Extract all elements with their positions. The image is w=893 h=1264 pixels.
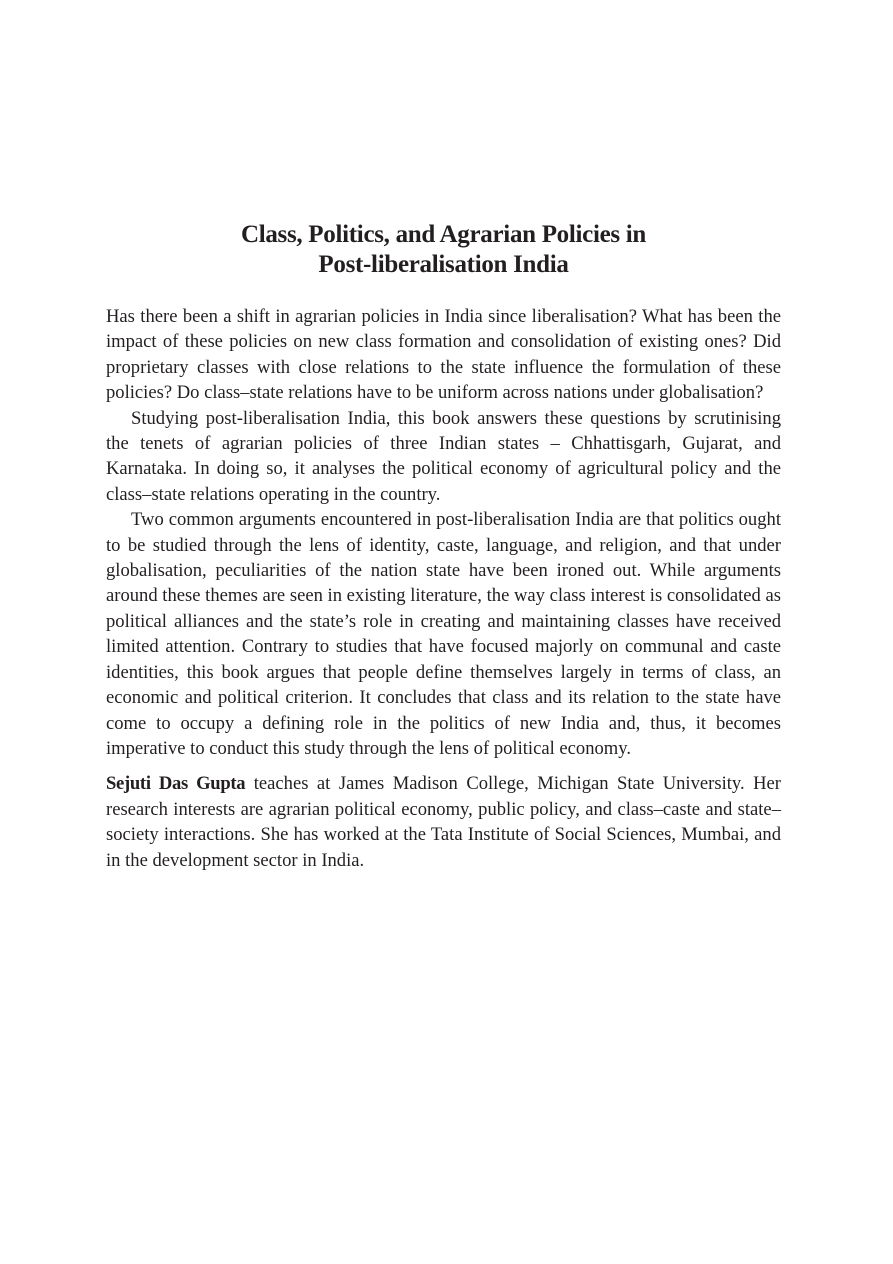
description-paragraph-1: Has there been a shift in agrarian policies in India since liberalisation? What has been the impact of these policies on new class formation and consolidation of existing ones? Did proprietary classes with close relations to the state influence the formulation of these policies? Do class–state relations have to be uniform across nations under globalisation?: [106, 306, 781, 404]
author-bio-text: teaches at James Madison College, Michigan State University. Her research interests are agrarian political economy, public policy, and class–caste and state–society interactions. She has worked at the Tata Institute of Social Sciences, Mumbai, and in the development sector in India.: [106, 773, 781, 871]
author-bio: [106, 771, 781, 873]
book-title-line-2: Post-liberalisation India: [318, 251, 569, 278]
book-back-cover: [106, 220, 781, 873]
author-bio-paragraph: [106, 771, 781, 873]
description-paragraph-2: Studying post-liberalisation India, this book answers these questions by scrutinising the tenets of agrarian policies of three Indian states – Chhattisgarh, Gujarat, and Karnataka. In doing so, it analyses the political economy of agricultural policy and the class–state relations operating in the country.: [106, 407, 781, 505]
book-description: [106, 304, 781, 761]
author-name: Sejuti Das Gupta: [106, 773, 246, 795]
book-title-line-1: Class, Politics, and Agrarian Policies in: [240, 221, 647, 248]
book-title: [106, 220, 781, 280]
description-paragraph-3: Two common arguments encountered in post-liberalisation India are that politics ought to be studied through the lens of identity, caste, language, and religion, and that under globalisation, peculiarities of the nation state have been ironed out. While arguments around these themes are seen in existing literature, the way class interest is consolidated as political alliances and the state’s role in creating and maintaining classes have received limited attention. Contrary to studies that have focused majorly on communal and caste identities, this book argues that people define themselves largely in terms of class, an economic and political criterion. It concludes that class and its relation to the state have come to occupy a defining role in the politics of new India and, thus, it becomes imperative to conduct this study through the lens of political economy.: [106, 509, 781, 759]
